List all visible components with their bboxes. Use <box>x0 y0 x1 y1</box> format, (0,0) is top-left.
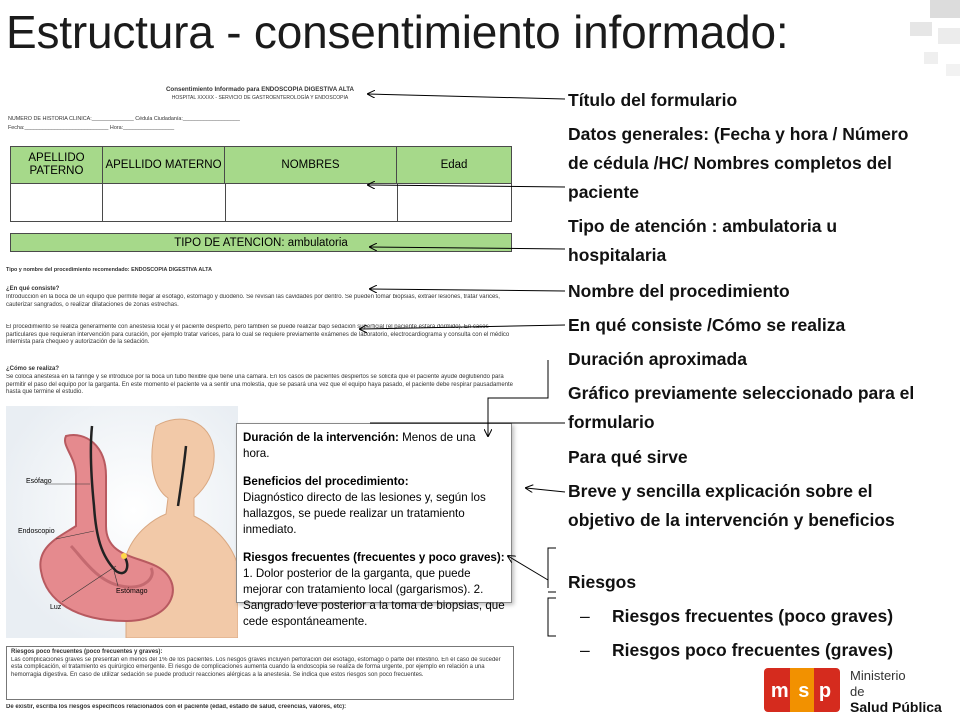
riesgos-heading: Riesgos frecuentes (frecuentes y poco graves): <box>243 551 505 564</box>
como-se-realiza-text: Se coloca anestesia en la faringe y se introduce por la boca un tubo flexible que tiene una cámara. En los casos de pacientes despiertos se solicita que el paciente ayude deglutiendo para permitir el paso del equipo por la garganta. En este momento el paciente va a sentir una molestia, que se pasará una vez que el equipo haya pasado, el paciente debe respirar pausadamente hasta que termine el estudio. <box>6 374 513 396</box>
arrow-riesgos <box>508 556 548 580</box>
footer-line: De existir, escriba los riesgos específicos relacionados con el paciente (edad, estado de salud, creencias, valores, etc): <box>6 704 347 710</box>
col-nombres: NOMBRES <box>225 147 397 183</box>
procedure-paragraph: El procedimiento se realiza generalmente con anestesia local y el paciente despierto, pero también se puede realizar bajo sedación superficial (el paciente estará dormido). En casos particulares que requieran intervención para curación, por ejemplo tratar varices, para lo cual se requiere previamente exámenes de laboratorio, electrocardiograma y consulta con el médico internista para chequeo y autorización de la sedación. <box>6 324 510 346</box>
label-estomago: Estómago <box>116 588 148 595</box>
historia-clinica-line: NUMERO DE HISTORIA CLÍNICA:______________ Cédula Ciudadanía:___________________ <box>8 116 240 122</box>
arrow-procedimiento <box>370 289 565 291</box>
duracion-value: Menos de una hora. <box>243 431 476 460</box>
bracket-riesgos-bottom <box>548 598 556 636</box>
col-edad: Edad <box>440 158 468 171</box>
annotation-titulo: Título del formulario <box>568 90 738 110</box>
annotation-datos-generales: Datos generales: (Fecha y hora / Número de cédula /HC/ Nombres completos del paciente <box>568 124 909 202</box>
annotation-nombre-procedimiento: Nombre del procedimiento <box>568 281 790 301</box>
attention-type-label: TIPO DE ATENCION: ambulatoria <box>174 236 348 249</box>
form-header-subtitle: HOSPITAL XXXXX - SERVICIO DE GASTROENTEROLOGÍA Y ENDOSCOPIA <box>171 95 349 101</box>
bracket-riesgos-top <box>548 548 556 588</box>
annotation-duracion: Duración aproximada <box>568 349 747 369</box>
arrow-consiste <box>360 325 565 329</box>
procedure-name-line: Tipo y nombre del procedimiento recomendado: ENDOSCOPIA DIGESTIVA ALTA <box>6 267 212 273</box>
fecha-hora-line: Fecha:____________________________ Hora:_________________ <box>8 125 175 131</box>
riesgos-text: 1. Dolor posterior de la garganta, que puede mejorar con tratamiento local (gargarismos). 2. Sangrado leve posterior a la toma de biopsias, que cede espontáneamente. <box>243 567 505 628</box>
annotation-tipo-atencion: Tipo de atención : ambulatoria u hospitalaria <box>568 216 838 265</box>
arrow-datos <box>368 185 565 187</box>
label-esofago: Esófago <box>26 478 52 485</box>
annotation-grafico: Gráfico previamente seleccionado para el formulario <box>568 383 915 432</box>
annotation-en-que-consiste: En qué consiste /Cómo se realiza <box>568 315 846 335</box>
bullet-dash: – <box>580 606 590 626</box>
duracion-label: Duración de la intervención: <box>243 431 399 444</box>
beneficios-text: Diagnóstico directo de las lesiones y, según los hallazgos, se puede realizar un tratamiento inmediato. <box>243 491 486 536</box>
que-consiste-heading: ¿En qué consiste? <box>6 286 60 292</box>
label-luz: Luz <box>50 604 62 611</box>
logo-de: de <box>850 684 865 699</box>
beneficios-heading: Beneficios del procedimiento: <box>243 475 409 488</box>
msp-logo <box>758 662 954 718</box>
riesgos-frecuentes-text: Riesgos frecuentes (poco graves) <box>612 606 894 626</box>
poco-frecuentes-heading: Riesgos poco frecuentes (poco frecuentes y graves): <box>11 649 163 655</box>
annotation-breve-explicacion: Breve y sencilla explicación sobre el objetivo de la intervención y beneficios <box>568 481 895 530</box>
riesgos-poco-frecuentes-text: Riesgos poco frecuentes (graves) <box>612 640 894 660</box>
msp-logo-mark <box>764 664 840 716</box>
form-header-title: Consentimiento Informado para ENDOSCOPIA DIGESTIVA ALTA <box>165 86 355 93</box>
logo-ministerio: Ministerio <box>850 668 906 683</box>
arrow-atencion <box>370 247 565 249</box>
poco-frecuentes-text: Las complicaciones graves se presentan en menos del 1% de los pacientes. Los riesgos graves incluyen perforación del esófago, estómago o parte del intestino. En el caso de suceder esta complicación, el tratamiento es quirúrgico emergente. El riesgo de complicaciones aumenta cuando la endoscopia se realiza de forma urgente, por ejemplo en relación a una hemorragia digestiva. En caso de utilizar sedación se puede producir reacciones alérgicas a la anestesia. Se indica que estos riesgos son poco frecuentes. <box>11 656 501 678</box>
que-consiste-text: Introducción en la boca de un equipo que permite llegar al esófago, estómago y duodeno. Se revisan las cavidades por dentro. Se pueden tomar biopsias, extraer lesiones, tratar varices, cauterizar sangrados, o realizar dilataciones de zonas estrechas. <box>6 294 500 308</box>
como-se-realiza-heading: ¿Cómo se realiza? <box>6 366 60 372</box>
label-endoscopio: Endoscopio <box>18 528 55 535</box>
slide-title: Estructura - consentimiento informado: <box>6 6 789 58</box>
annotation-para-que-sirve: Para qué sirve <box>568 447 688 467</box>
arrow-beneficios <box>526 488 565 492</box>
col-apellido-materno: APELLIDO MATERNO <box>103 147 225 183</box>
col-apellido-paterno: APELLIDO PATERNO <box>11 147 103 183</box>
arrow-titulo <box>368 94 565 99</box>
bullet-dash: – <box>580 640 590 660</box>
annotation-riesgos: Riesgos <box>568 572 637 592</box>
arrow-duracion <box>488 360 548 436</box>
logo-salud-publica: Salud Pública <box>850 699 942 715</box>
msp-letters: m s p <box>770 680 834 702</box>
